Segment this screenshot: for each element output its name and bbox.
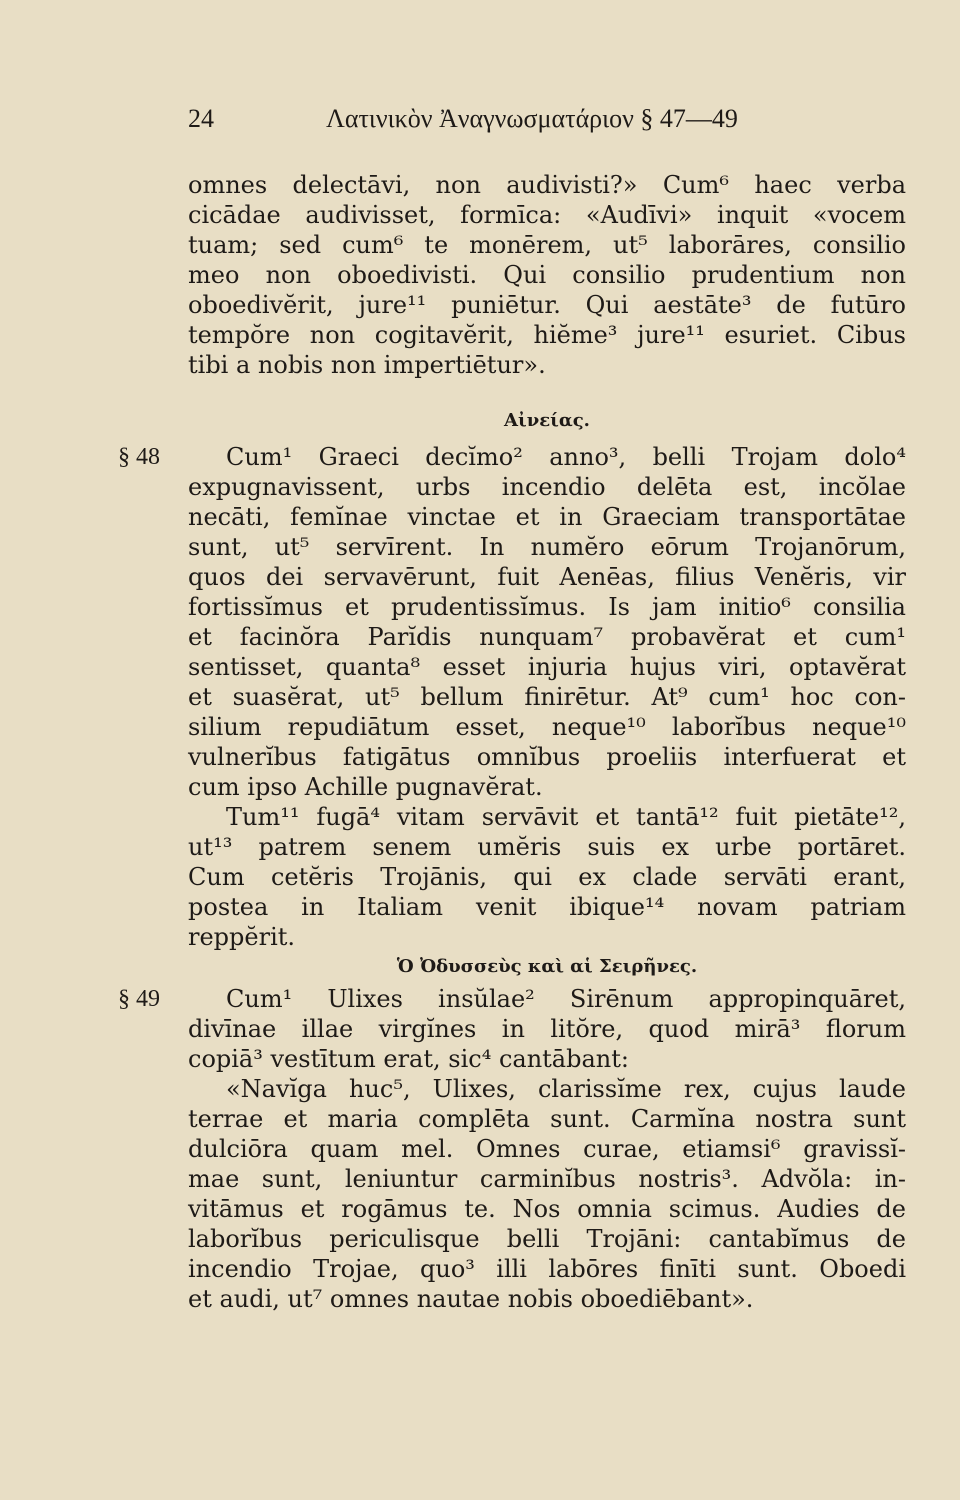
section-marker-49: § 49 xyxy=(118,986,160,1012)
text-line: Cum¹ Graeci decĭmo² anno³, belli Trojam dolo⁴ xyxy=(226,443,906,471)
text-line: dulciōra quam mel. Omnes curae, etiamsi⁶ gravissĭ- xyxy=(188,1135,906,1163)
text-line: cicādae audivisset, formīca: «Audīvi» inquit «vocem xyxy=(188,201,906,229)
text-line: quos dei servavērunt, fuit Aenēas, filius Venĕris, vir xyxy=(188,563,906,591)
text-line: et audi, ut⁷ omnes nautae nobis oboediēbant». xyxy=(188,1285,754,1313)
text-line: sentisset, quanta⁸ esset injuria hujus viri, optavĕrat xyxy=(188,653,906,681)
page-number: 24 xyxy=(188,104,214,133)
text-line: tibi a nobis non impertiētur». xyxy=(188,351,546,379)
text-line: divīnae illae virgĭnes in litŏre, quod mirā³ florum xyxy=(188,1015,906,1043)
text-line: incendio Trojae, quo³ illi labōres finīti sunt. Oboedi xyxy=(188,1255,906,1283)
text-line: sunt, ut⁵ servīrent. In numĕro eōrum Trojanōrum, xyxy=(188,533,906,561)
text-line: copiā³ vestītum erat, sic⁴ cantābant: xyxy=(188,1045,629,1073)
text-line: expugnavissent, urbs incendio delēta est, incŏlae xyxy=(188,473,906,501)
text-line: necāti, femĭnae vinctae et in Graeciam transportātae xyxy=(188,503,906,531)
text-line: tuam; sed cum⁶ te monērem, ut⁵ laborāres, consilio xyxy=(188,231,906,259)
text-line: Cum¹ Ulixes insŭlae² Sirēnum appropinquāret, xyxy=(226,985,906,1013)
running-header xyxy=(188,104,828,144)
text-line: et suasĕrat, ut⁵ bellum finirētur. At⁹ cum¹ hoc con- xyxy=(188,683,906,711)
text-line: meo non oboedivisti. Qui consilio prudentium non xyxy=(188,261,906,289)
section-48-text xyxy=(188,442,906,952)
text-line: Cum cetĕris Trojānis, qui ex clade servāti erant, xyxy=(188,863,906,891)
text-line: terrae et maria complēta sunt. Carmĭna nostra sunt xyxy=(188,1105,906,1133)
text-line: cum ipso Achille pugnavĕrat. xyxy=(188,773,543,801)
text-line: postea in Italiam venit ibique¹⁴ novam patriam xyxy=(188,893,906,921)
text-line: Tum¹¹ fugā⁴ vitam servāvit et tantā¹² fuit pietāte¹², xyxy=(226,803,906,831)
text-line: vulnerĭbus fatigātus omnĭbus proeliis interfuerat et xyxy=(188,743,906,771)
text-line: et facinŏra Parĭdis nunquam⁷ probavĕrat et cum¹ xyxy=(188,623,906,651)
text-line: mae sunt, leniuntur carminĭbus nostris³. Advŏla: in- xyxy=(188,1165,906,1193)
text-line: vitāmus et rogāmus te. Nos omnia scimus. Audies de xyxy=(188,1195,906,1223)
text-line: omnes delectāvi, non audivisti?» Cum⁶ haec verba xyxy=(188,171,906,199)
section-marker-48: § 48 xyxy=(118,444,160,470)
text-line: ut¹³ patrem senem umĕris suis ex urbe portāret. xyxy=(188,833,906,861)
heading-odysseus-sirens: Ὁ Ὀδυσσεὺς καὶ αἱ Σειρῆνες. xyxy=(396,956,698,977)
running-title: Λατινικὸν Ἀναγνωσματάριον § 47—49 xyxy=(326,104,738,133)
text-line: «Navĭga huc⁵, Ulixes, clarissĭme rex, cujus laude xyxy=(226,1075,906,1103)
section-47-text xyxy=(188,170,906,380)
text-line: laborĭbus periculisque belli Trojāni: cantabĭmus de xyxy=(188,1225,906,1253)
text-line: tempŏre non cogitavĕrit, hiĕme³ jure¹¹ esuriet. Cibus xyxy=(188,321,906,349)
text-line: oboedivĕrit, jure¹¹ puniētur. Qui aestāte³ de futūro xyxy=(188,291,906,319)
text-line: fortissĭmus et prudentissĭmus. Is jam initio⁶ consilia xyxy=(188,593,906,621)
text-line: silium repudiātum esset, neque¹⁰ laborĭbus neque¹⁰ xyxy=(188,713,906,741)
text-line: reppĕrit. xyxy=(188,923,296,951)
section-49-text xyxy=(188,984,906,1314)
heading-aeneas: Αἰνείας. xyxy=(504,410,590,431)
